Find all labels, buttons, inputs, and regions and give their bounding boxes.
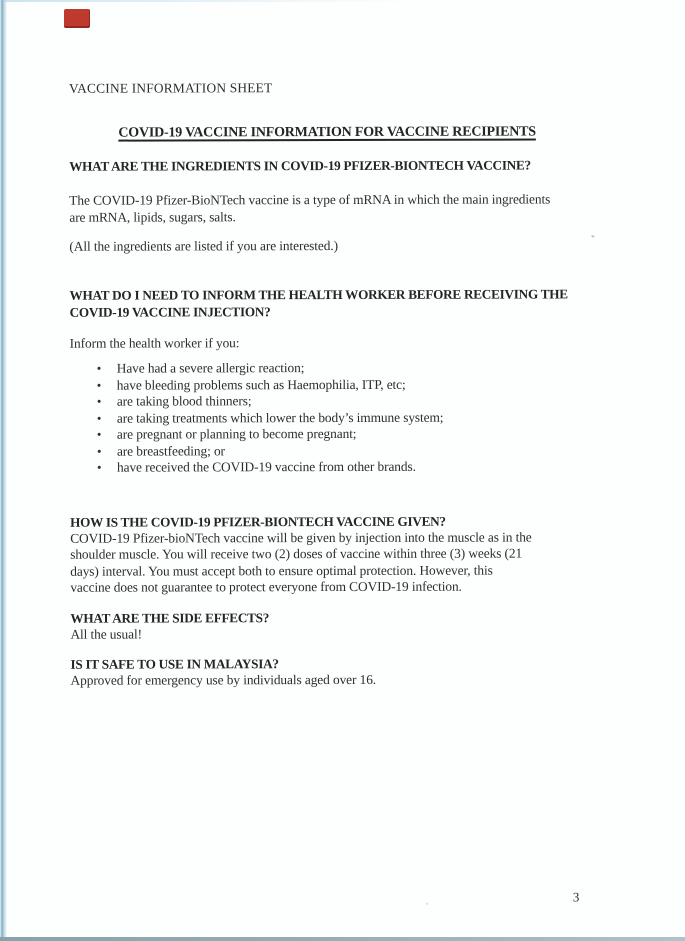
scan-speck: [426, 903, 428, 905]
paragraph-inform-intro: Inform the health worker if you:: [69, 335, 240, 351]
heading-ingredients: WHAT ARE THE INGREDIENTS IN COVID-19 PFIZER-BIONTECH VACCINE?: [69, 157, 531, 174]
bullet-item: • Have had a severe allergic reaction;: [70, 359, 615, 377]
scan-speck: [591, 235, 594, 237]
page-number: 3: [572, 889, 580, 905]
bullet-item: • have received the COVID-19 vaccine from other brands.: [70, 459, 615, 477]
paragraph-ingredients: The COVID-19 Pfizer-BioNTech vaccine is a type of mRNA in which the main ingredients are mRNA, lipids, sugars, salts.: [69, 191, 551, 225]
bullet-item: • are breastfeeding; or: [70, 442, 615, 460]
paragraph-safe-malaysia: Approved for emergency use by individuals aged over 16.: [70, 671, 377, 688]
document-title-text: COVID-19 VACCINE INFORMATION FOR VACCINE RECIPIENTS: [118, 124, 536, 141]
bullet-item: • have bleeding problems such as Haemophilia, ITP, etc;: [70, 376, 615, 394]
paragraph-side-effects: All the usual!: [70, 626, 142, 642]
document-title: [39, 124, 615, 142]
bullet-item: • are pregnant or planning to become pregnant;: [70, 425, 615, 443]
heading-side-effects: WHAT ARE THE SIDE EFFECTS?: [70, 610, 270, 626]
document-header: VACCINE INFORMATION SHEET: [68, 80, 273, 96]
heading-inform-health-worker: WHAT DO I NEED TO INFORM THE HEALTH WORKER BEFORE RECEIVING THE COVID-19 VACCINE INJECTION?: [69, 286, 568, 320]
inform-bullet-list: [70, 359, 615, 476]
paragraph-how-vaccine-given: COVID-19 Pfizer-bioNTech vaccine will be given by injection into the muscle as in the shoulder muscle. You will receive two (2) doses of vaccine within three (3) weeks (21 days) interval. You must accept both to ensure optimal protection. However, this vaccine does not guarantee to protect everyone from COVID-19 infection.: [70, 529, 532, 595]
heading-safe-malaysia: IS IT SAFE TO USE IN MALAYSIA?: [70, 656, 279, 672]
heading-how-vaccine-given: HOW IS THE COVID-19 PFIZER-BIONTECH VACCINE GIVEN?: [70, 513, 446, 530]
bullet-item: • are taking blood thinners;: [70, 392, 615, 410]
bullet-item: • are taking treatments which lower the body’s immune system;: [70, 409, 615, 427]
paragraph-ingredients-note: (All the ingredients are listed if you are interested.): [69, 238, 338, 254]
